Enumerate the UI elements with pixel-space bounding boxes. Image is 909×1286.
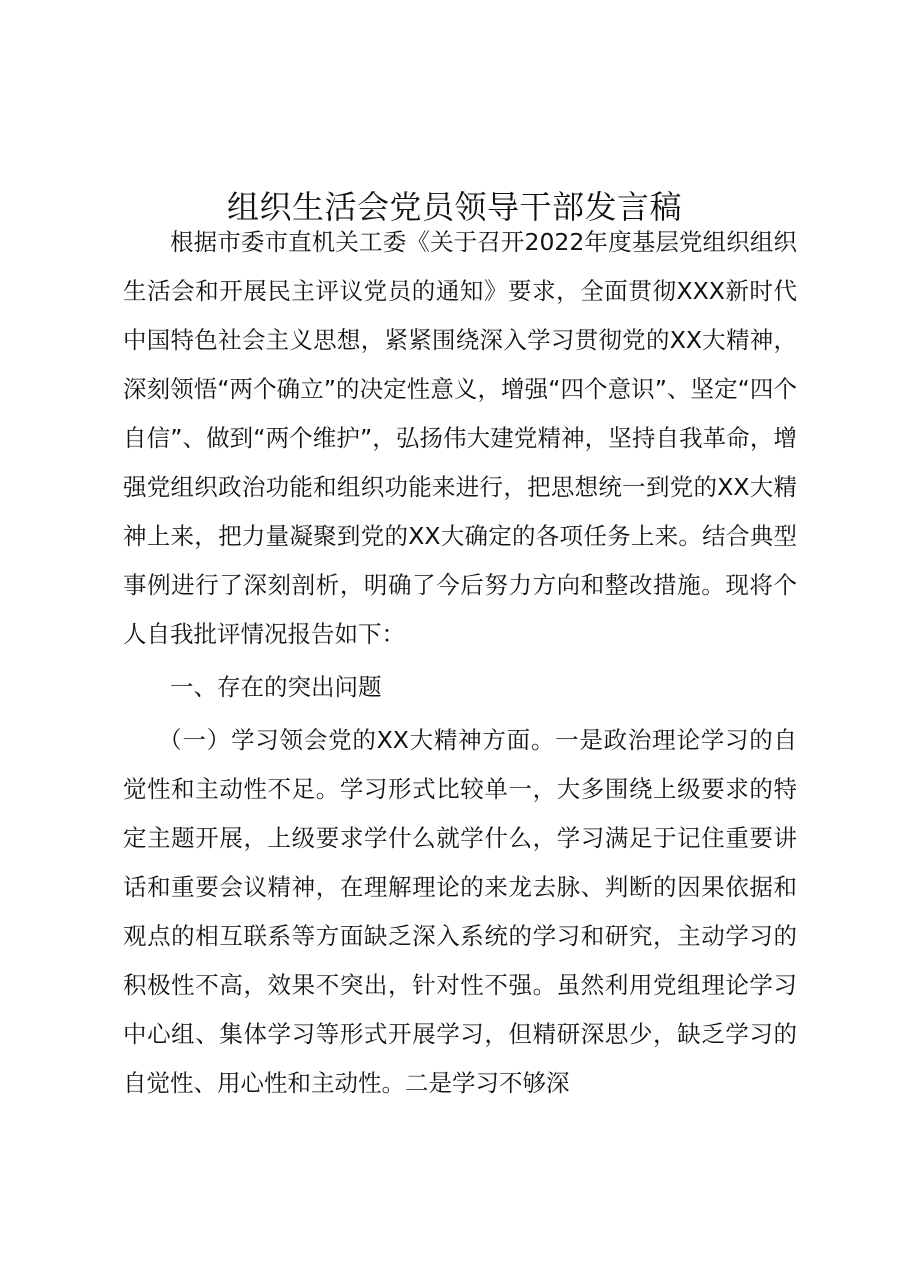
subsection-paragraph: （一）学习领会党的XX大精神方面。一是政治理论学习的自觉性和主动性不足。学习形式比较单一，大多围绕上级要求的特定主题开展，上级要求学什么就学什么，学习满足于记住重要讲话和重要会议精神，在理解理论的来龙去脉、判断的因果依据和观点的相互联系等方面缺乏深入系统的学习和研究，主动学习的积极性不高，效果不突出，针对性不强。虽然利用党组理论学习中心组、集体学习等形式开展学习，但精研深思少，缺乏学习的自觉性、用心性和主动性。二是学习不够深: [123, 726, 797, 1097]
intro-paragraph: 根据市委市直机关工委《关于召开2022年度基层党组织组织生活会和开展民主评议党员的通知》要求，全面贯彻XXX新时代中国特色社会主义思想，紧紧围绕深入学习贯彻党的XX大精神，深刻领悟“两个确立”的决定性意义，增强“四个意识”、坚定“四个自信”、做到“两个维护”，弘扬伟大建党精神，坚持自我革命，增强党组织政治功能和组织功能来进行，把思想统一到党的XX大精神上来，把力量凝聚到党的XX大确定的各项任务上来。结合典型事例进行了深刻剖析，明确了今后努力方向和整改措施。现将个人自我批评情况报告如下：: [123, 228, 797, 648]
section-heading: 一、存在的突出问题: [170, 673, 382, 701]
document-title: 组织生活会党员领导干部发言稿: [226, 188, 682, 227]
document-body: [123, 218, 797, 1108]
